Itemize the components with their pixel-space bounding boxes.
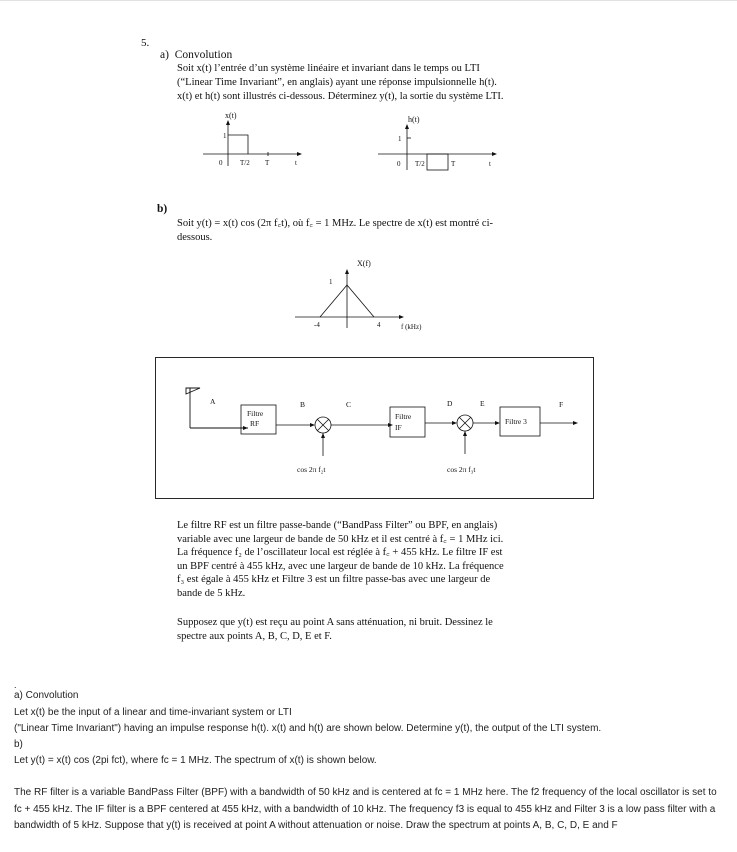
spectrum-figure (285, 255, 445, 335)
translation-a-line2: ("Linear Time Invariant") having an impulse response h(t). x(t) and h(t) are shown below. Determine y(t), the output of the LTI system. (14, 723, 602, 734)
lo2-arrow (463, 431, 467, 436)
xt-tick0: 0 (219, 159, 223, 167)
part-a-line: Soit x(t) l’entrée d’un système linéaire et invariant dans le temps ou LTI (177, 63, 480, 74)
xt-tickT: T (265, 159, 270, 167)
rf-line: Le filtre RF est un filtre passe-bande (“BandPass Filter” ou BPF, en anglais) (177, 520, 498, 531)
suppose-line: Supposez que y(t) est reçu au point A sans atténuation, ni bruit. Dessinez le (177, 617, 493, 628)
rf-line: bande de 5 kHz. (177, 587, 246, 599)
point-c: C (346, 400, 352, 409)
ht-y-arrow (405, 124, 409, 129)
rf-filter-label: RF (250, 419, 260, 428)
part-a-text (177, 62, 577, 104)
arrow-to-rf (243, 426, 248, 430)
rf-filter-label: Filtre (247, 409, 264, 418)
part-a-line: x(t) et h(t) sont illustrés ci-dessous. Déterminez y(t), la sortie du système LTI. (177, 91, 504, 102)
suppose-paragraph (177, 616, 562, 643)
ht-tickT: T (451, 160, 456, 168)
xt-title: x(t) (225, 111, 237, 120)
arrow-output (573, 421, 578, 425)
part-b-line: dessous. (177, 232, 213, 243)
part-a-label: a) (160, 49, 169, 61)
mixer1-icon (315, 417, 331, 433)
if-filter-label: Filtre (395, 412, 412, 421)
xt-x-arrow (297, 152, 302, 156)
part-b-label: b) (157, 203, 168, 215)
ht-tickT2: T/2 (415, 160, 425, 168)
arrow-to-mixer2 (452, 421, 457, 425)
spectrum-y-arrow (345, 269, 349, 274)
arrow-to-filter3 (495, 421, 500, 425)
suppose-line: spectre aux points A, B, C, D, E et F. (177, 630, 332, 642)
translation-a-line1: Let x(t) be the input of a linear and time-invariant system or LTI (14, 707, 292, 718)
spectrum-x-arrow (399, 315, 404, 319)
translation-a-label: a) Convolution (14, 690, 79, 701)
arrow-to-mixer1 (310, 423, 315, 427)
ht-x-arrow (492, 152, 497, 156)
point-b: B (300, 400, 306, 409)
antenna-icon (186, 388, 248, 428)
lo1-arrow (321, 433, 325, 438)
xt-y-arrow (226, 120, 230, 125)
top-divider (0, 0, 737, 1)
translation-dot: . (14, 680, 17, 690)
ht-axis-label: t (489, 160, 491, 168)
ht-title: h(t) (408, 115, 420, 124)
part-a-line: (“Linear Time Invariant”, en anglais) ayant une réponse impulsionnelle h(t). (177, 77, 497, 88)
translation-b-label: b) (14, 739, 23, 750)
ht-pulse (427, 154, 448, 170)
part-a-heading (160, 49, 232, 61)
point-e: E (480, 399, 485, 408)
rf-line: f₃ est égale à 455 kHz et Filtre 3 est un filtre passe-bas avec une largeur de (177, 574, 491, 586)
block-diagram (155, 357, 595, 499)
xt-pulse (228, 135, 248, 154)
ht-tick0: 0 (397, 160, 401, 168)
spectrum-amp: 1 (329, 278, 333, 286)
lo1-label: cos 2π f₂t (297, 465, 326, 474)
rf-line: variable avec une largeur de bande de 50 kHz et il est centré à f꜀ = 1 MHz ici. (177, 533, 504, 545)
xt-axis-label: t (295, 159, 297, 167)
question-number: 5. (141, 37, 150, 49)
ht-amp: 1 (398, 135, 402, 143)
part-b-line: Soit y(t) = x(t) cos (2π f꜀t), où f꜀ = 1 MHz. Le spectre de x(t) est montré ci- (177, 218, 493, 229)
xt-tickT2: T/2 (240, 159, 250, 167)
spectrum-title: X(f) (357, 259, 371, 268)
arrow-to-if (388, 423, 393, 427)
rf-paragraph (177, 519, 562, 601)
lo2-label: cos 2π f₃t (447, 465, 476, 474)
xt-figure (195, 108, 310, 174)
rf-line: un BPF centré à 455 kHz, avec une largeur de bande de 10 kHz. La fréquence (177, 560, 504, 572)
point-d: D (447, 399, 453, 408)
filter3-label: Filtre 3 (505, 417, 527, 426)
point-f: F (559, 400, 564, 409)
spectrum-neg-tick: -4 (314, 321, 320, 329)
ht-figure (370, 112, 500, 174)
translation-final: The RF filter is a variable BandPass Filter (BPF) with a bandwidth of 50 kHz and is centered at fc = 1 MHz here. The f2 frequency of the local oscillator is set to fc + 455 kHz. The IF filter is a BPF centered at 455 kHz, with a bandwidth of 10 kHz. The frequency f3 is equal to 455 kHz and Filter 3 is a low pass filter with a bandwidth of 5 kHz. Suppose that y(t) is received at point A without attenuation or noise. Draw the spectrum at points A, B, C, D, E and F (14, 787, 717, 831)
part-b-text (177, 217, 557, 245)
if-filter-label: IF (395, 423, 402, 432)
translation-b-line: Let y(t) = x(t) cos (2pi fct), where fc = 1 MHz. The spectrum of x(t) is shown below. (14, 755, 377, 766)
spectrum-pos-tick: 4 (377, 321, 381, 329)
xt-amp: 1 (223, 132, 227, 140)
part-a-title: Convolution (174, 49, 233, 61)
spectrum-axis-label: f (kHz) (401, 323, 422, 331)
mixer2-icon (457, 415, 473, 431)
rf-line: La fréquence f₂ de l’oscillateur local est réglée à f꜀ + 455 kHz. Le filtre IF est (177, 547, 503, 559)
point-a: A (210, 397, 216, 406)
